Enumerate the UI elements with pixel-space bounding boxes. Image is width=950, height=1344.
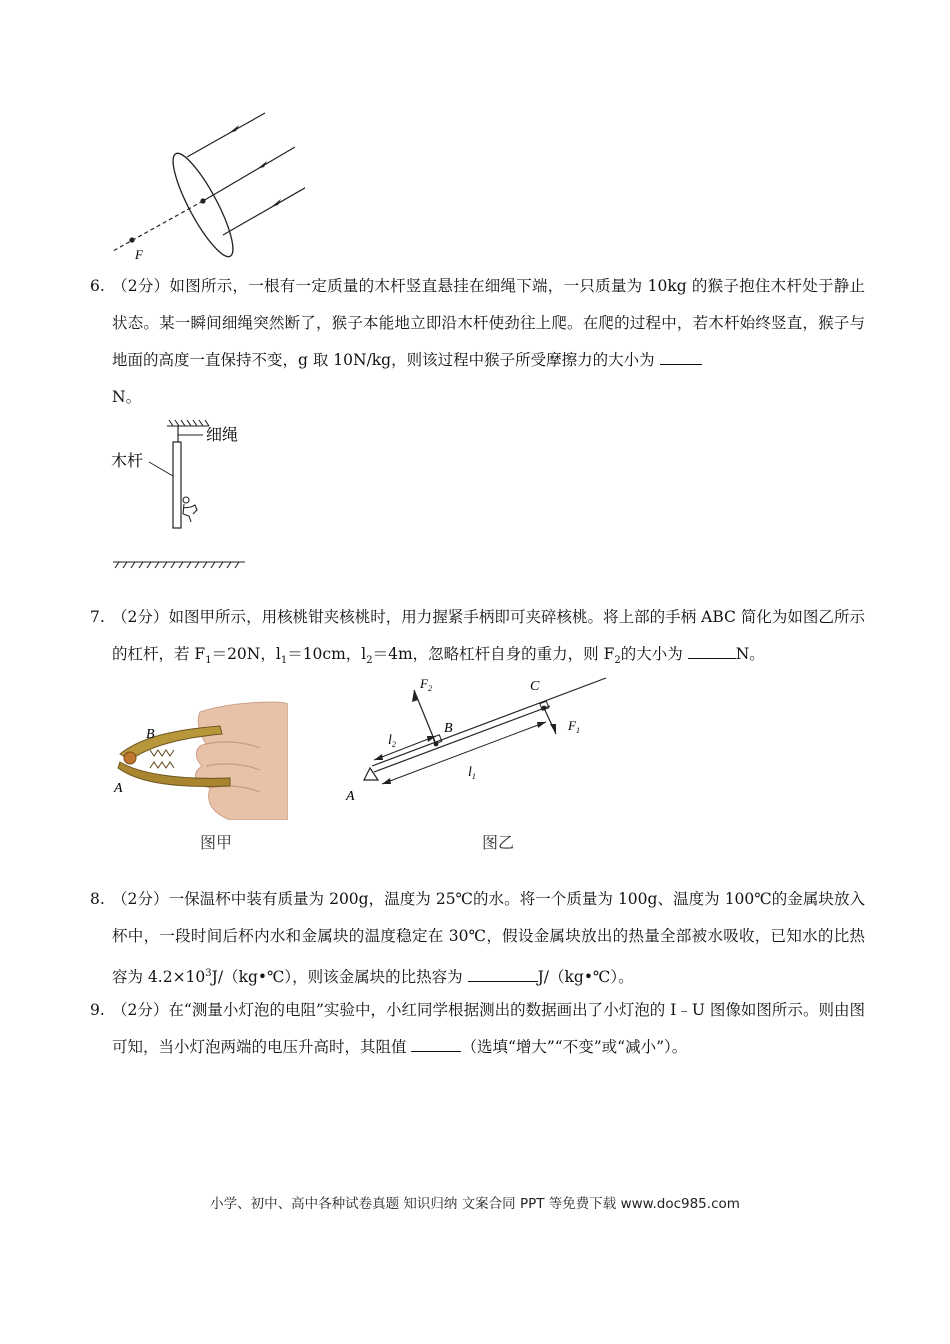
rod-pointer-line [149,462,173,476]
subscript: 1 [205,655,212,667]
subscript: 2 [366,655,373,667]
F2-force-line [414,690,436,744]
caption-figure-a: 图甲 [200,833,233,852]
question-text [112,268,865,416]
ceiling-hatch [167,420,209,426]
question-number: 6. [90,277,105,295]
focus-point-dot [129,237,134,242]
incident-ray-bottom [223,185,305,235]
walnut [124,752,136,764]
answer-blank[interactable] [660,346,702,365]
l2-dimension-line [374,736,436,760]
label-l1: $l_1$ [468,765,476,781]
question-7 [90,599,865,679]
question-text [112,599,865,679]
answer-blank[interactable] [468,963,538,982]
photo-label-A: A [114,781,123,796]
question-text-part: J/（kg•℃）。 [537,968,634,987]
point-C-dot [542,706,547,711]
question-text-part: N。 [735,645,765,663]
question-number: 8. [90,890,105,908]
question-text-part: ＝4m，忽略杠杆自身的重力，则 F [372,645,615,663]
question-text-part: ＝10cm，l [287,645,367,663]
page-footer: 小学、初中、高中各种试卷真题 知识归纳 文案合同 PPT 等免费下载 www.doc985.com [210,1196,740,1212]
lever-diagram [340,672,620,812]
superscript: 3 [205,968,212,979]
question-8 [90,881,865,996]
focus-label: F [135,247,143,262]
label-l2: $l_2$ [388,733,396,749]
answer-blank[interactable] [688,640,736,659]
question-text-part: （2分）如图所示，一根有一定质量的木杆竖直悬挂在细绳下端，一只质量为 10kg 的猴子抱住木杆处于静止状态。某一瞬间细绳突然断了，猴子本能地立即沿木杆使劲往上爬。在爬的过程中，若木杆始终竖直，猴子与地面的高度一直保持不变，g 取 10N/kg，则该过程中猴子所受摩擦力的大小为 [112,277,865,369]
subscript: 1 [280,655,288,667]
question-text-part: N。 [112,388,142,406]
rope-label: 细绳 [206,427,239,444]
label-A: A [346,789,355,804]
wooden-rod [173,442,181,528]
question-text-part: 的大小为 [620,645,683,663]
hand-shape [196,702,288,820]
incident-ray-top [187,113,265,157]
question-text-part: J/（kg•℃），则该金属块的比热容为 [211,968,463,987]
question-6 [90,268,865,416]
question-text [112,992,865,1066]
nutcracker-photo [110,700,288,820]
point-B-dot [434,742,439,747]
subscript: 2 [614,655,621,667]
answer-blank[interactable] [411,1033,461,1052]
question-text [112,881,865,996]
arrowhead-icon [382,778,391,784]
arrowhead-icon [537,722,546,728]
question-number: 9. [90,1001,105,1019]
question-number: 7. [90,608,105,626]
question-text-part: （2分）如图甲所示，用核桃钳夹核桃时，用力握紧手柄即可夹碎核桃。将上部的手柄 ABC 简化为如图乙所示的杠杆，若 F [112,608,865,663]
label-F2: $F_2$ [420,676,432,693]
arrowhead-icon [374,754,383,760]
photo-label-B: B [146,727,155,742]
convex-lens [163,147,242,263]
incident-ray-middle [203,147,295,201]
lens-ray-diagram [105,105,305,265]
lever-rod-bottom [374,706,550,772]
fulcrum-triangle [364,768,378,780]
question-text-part: （2分）一保温杯中装有质量为 200g，温度为 25℃的水。将一个质量为 100g、温度为 100℃的金属块放入杯中，一段时间后杯内水和金属块的温度稳定在 30℃，假设金属块放出的热量全部被水吸收，已知水的比热容为 4.2×10 [112,890,865,987]
monkey-rod-diagram [105,418,265,578]
caption-figure-b: 图乙 [482,833,515,852]
label-C: C [530,679,540,694]
principal-axis-dashed [113,201,203,251]
ground-hatch [113,562,245,568]
question-text-part: （选填“增大”“不变”或“减小”）。 [461,1038,688,1056]
question-text-part: （2分）在“测量小灯泡的电阻”实验中，小红同学根据测出的数据画出了小灯泡的 I﹣U 图像如图所示。则由图可知，当小灯泡两端的电压升高时，其阻值 [112,1001,865,1056]
question-text-part: ＝20N，l [211,645,281,663]
label-F1: $F_1$ [568,718,580,735]
monkey-icon [183,497,197,522]
label-B: B [444,721,453,736]
optical-center-dot [200,198,205,203]
rod-label: 木杆 [111,453,144,470]
question-9 [90,992,865,1066]
